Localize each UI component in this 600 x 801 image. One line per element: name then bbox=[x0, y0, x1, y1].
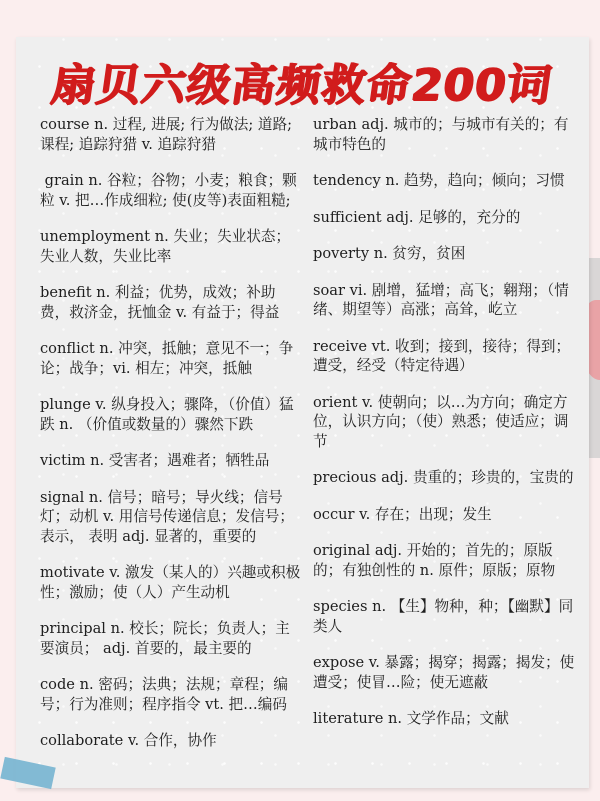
vocab-entry-literature: literature n. 文学作品；文献 bbox=[313, 710, 509, 727]
vocab-entry-orient: orient v. 使朝向；以…为方向；确定方位，认识方向；（使）熟悉；使适应；调节 bbox=[313, 393, 569, 450]
right-column bbox=[313, 115, 575, 746]
vocab-entry-collaborate: collaborate v. 合作，协作 bbox=[40, 732, 217, 749]
vocab-entry-urban: urban adj. 城市的；与城市有关的；有城市特色的 bbox=[313, 116, 569, 153]
vocab-entry-sufficient: sufficient adj. 足够的，充分的 bbox=[313, 208, 521, 226]
vocab-entry-code: code n. 密码；法典；法规；章程；编号；行为准则；程序指令 vt. 把…编码 bbox=[40, 676, 288, 713]
page-title: 扇贝六级高频救命200词 bbox=[48, 60, 556, 111]
vocab-entry-precious: precious adj. 贵重的；珍贵的，宝贵的 bbox=[313, 469, 574, 486]
vocab-entry-unemployment: unemployment n. 失业；失业状态；失业人数，失业比率 bbox=[40, 228, 291, 265]
vocab-entry-conflict: conflict n. 冲突，抵触；意见不一；争论；战争；vi. 相左；冲突，抵触 bbox=[40, 340, 294, 377]
vocabulary-card bbox=[16, 37, 589, 788]
vocab-entry-grain: grain n. 谷粒；谷物；小麦；粮食；颗粒 v. 把…作成细粒; 使(皮等)表面粗糙; bbox=[40, 172, 297, 209]
vocab-entry-occur: occur v. 存在；出现；发生 bbox=[313, 505, 492, 523]
vocab-entry-principal: principal n. 校长；院长；负责人；主要演员； adj. 首要的，最主要的 bbox=[40, 620, 290, 657]
vocab-entry-species: species n. 【生】物种，种；【幽默】同类人 bbox=[313, 598, 574, 635]
vocab-entry-receive: receive vt. 收到；接到，接待；得到；遭受，经受（特定待遇） bbox=[313, 337, 571, 374]
vocab-entry-motivate: motivate v. 激发（某人的）兴趣或积极性；激励；使（人）产生动机 bbox=[40, 564, 301, 601]
vocab-entry-benefit: benefit n. 利益；优势，成效；补助费，救济金，抚恤金 v. 有益于；得益 bbox=[40, 284, 280, 321]
left-column bbox=[40, 115, 302, 768]
vocab-entry-plunge: plunge v. 纵身投入；骤降，（价值）猛跌 n. （价值或数量的）骤然下跌 bbox=[40, 396, 294, 433]
vocab-entry-course: course n. 过程, 进展; 行为做法; 道路; 课程; 追踪狩猎 v. 追踪狩猎 bbox=[40, 116, 293, 153]
vocab-entry-original: original adj. 开始的；首先的；原版的；有独创性的 n. 原件；原版；原物 bbox=[313, 542, 556, 579]
vocab-entry-signal: signal n. 信号；暗号；导火线；信号灯；动机 v. 用信号传递信息；发信号；表示， 表明 adj. 显著的，重要的 bbox=[40, 488, 294, 545]
vocab-entry-expose: expose v. 暴露；揭穿；揭露；揭发；使遭受；使冒…险；使无遮蔽 bbox=[313, 654, 575, 691]
vocab-entry-victim: victim n. 受害者；遇难者；牺牲品 bbox=[40, 452, 270, 469]
vocab-entry-poverty: poverty n. 贫穷，贫困 bbox=[313, 245, 466, 262]
vocab-entry-soar: soar vi. 剧增，猛增；高飞；翱翔；（情绪、期望等）高涨；高耸，屹立 bbox=[313, 281, 569, 318]
vocab-entry-tendency: tendency n. 趋势，趋向；倾向；习惯 bbox=[313, 172, 565, 189]
